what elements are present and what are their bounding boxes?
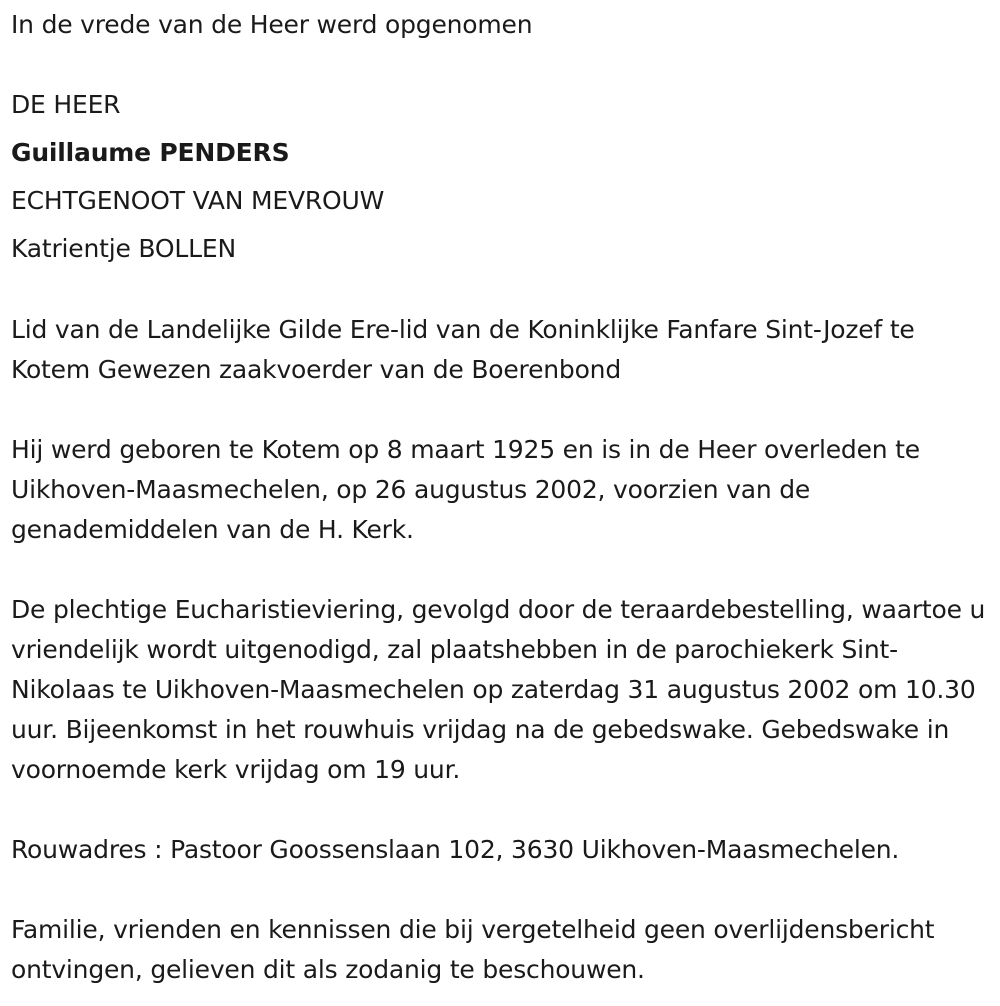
ceremony-paragraph: De plechtige Eucharistieviering, gevolgd door de teraardebestelling, waartoe u vriendelijk wordt uitgenodigd, zal plaatshebben in de parochiekerk Sint-Nikolaas te Uikhoven-Maasmechelen op zaterdag 31 augustus 2002 om 10.30 uur. Bijeenkomst in het rouwhuis vrijdag na de gebedswake. Gebedswake in voornoemde kerk vrijdag om 19 uur. [11, 595, 986, 784]
title-line: DE HEER [11, 90, 121, 119]
address-paragraph: Rouwadres : Pastoor Goossenslaan 102, 3630 Uikhoven-Maasmechelen. [11, 835, 900, 864]
closing-paragraph: Familie, vrienden en kennissen die bij vergetelheid geen overlijdensbericht ontvingen, gelieven dit als zodanig te beschouwen. [11, 915, 935, 984]
spouse-label: ECHTGENOOT VAN MEVROUW [11, 186, 385, 215]
memberships-paragraph: Lid van de Landelijke Gilde Ere-lid van de Koninklijke Fanfare Sint-Jozef te Kotem Gewezen zaakvoerder van de Boerenbond [11, 315, 915, 384]
birth-death-paragraph: Hij werd geboren te Kotem op 8 maart 1925 en is in de Heer overleden te Uikhoven-Maasmechelen, op 26 augustus 2002, voorzien van de genademiddelen van de H. Kerk. [11, 435, 920, 544]
spouse-name: Katrientje BOLLEN [11, 234, 236, 263]
deceased-name: Guillaume PENDERS [11, 138, 290, 167]
intro-line: In de vrede van de Heer werd opgenomen [11, 10, 533, 39]
